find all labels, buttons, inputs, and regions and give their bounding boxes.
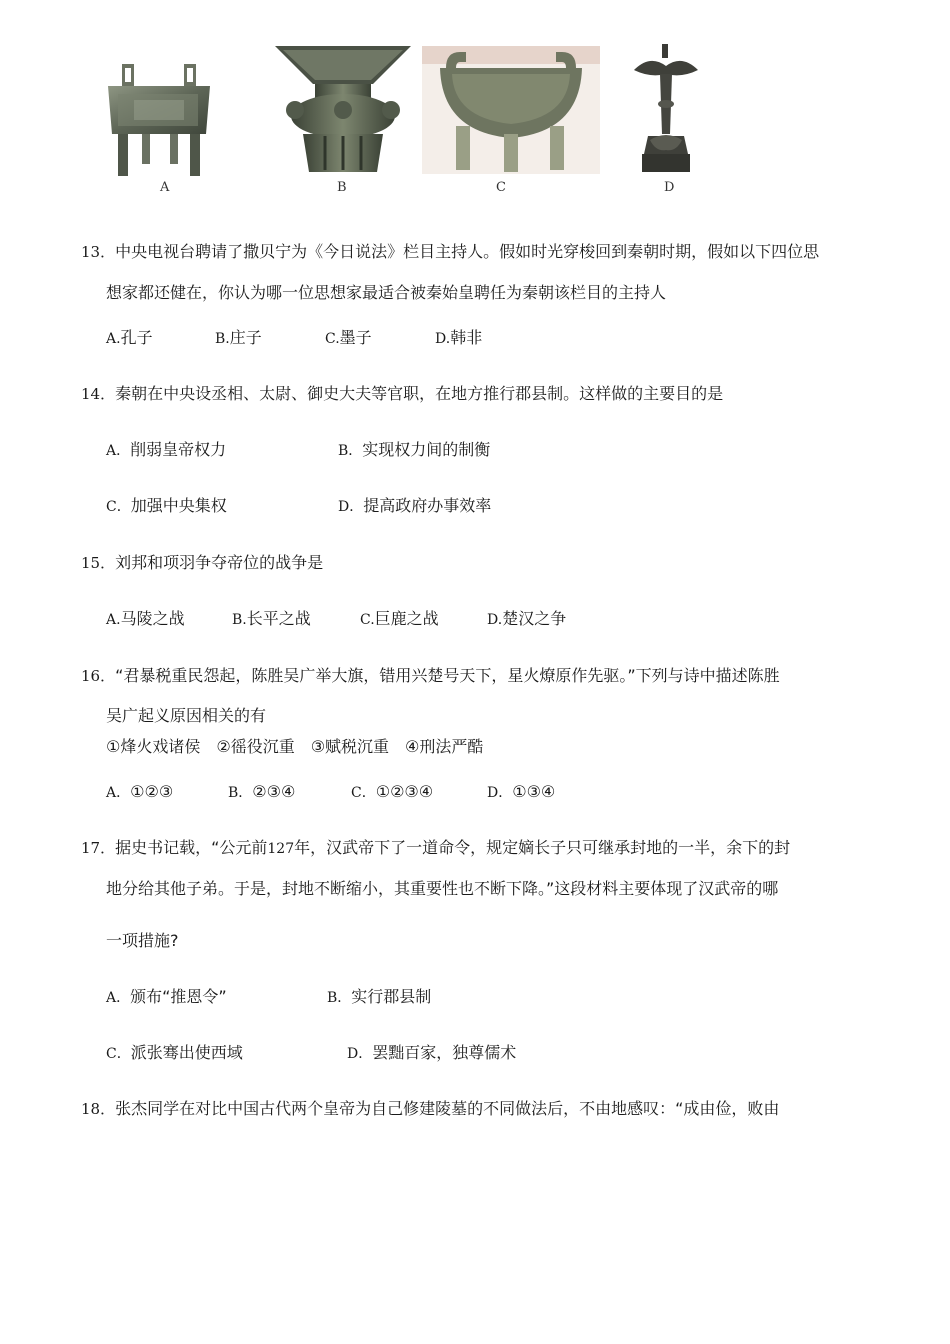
question-18-line-1 — [81, 1099, 779, 1119]
question-13-line-1 — [81, 242, 819, 262]
question-14-line-1 — [81, 384, 723, 404]
artifact-images — [0, 40, 950, 200]
q17-option-d[interactable]: D．罢黜百家，独尊儒术 — [347, 1043, 517, 1062]
question-17-text-1b: 年，汉武帝下了一道命令，规定嫡长子只可继承封地的一半，余下的封 — [294, 838, 791, 857]
question-17-year: 127 — [267, 841, 295, 857]
q17-option-b[interactable]: B．实行郡县制 — [327, 987, 432, 1006]
caption-a: A — [160, 180, 170, 195]
q17-option-c[interactable]: C．派张骞出使西域 — [106, 1043, 243, 1062]
question-15-text-1: 刘邦和项羽争夺帝位的战争是 — [115, 553, 324, 572]
q14-option-b[interactable]: B．实现权力间的制衡 — [338, 440, 491, 459]
question-13-number: 13． — [81, 243, 116, 261]
question-13-text-2: 想家都还健在，你认为哪一位思想家最适合被秦始皇聘任为秦朝该栏目的主持人 — [106, 283, 667, 302]
question-18-text-1: 张杰同学在对比中国古代两个皇帝为自己修建陵墓的不同做法后，不由地感叹：“成由俭，败由 — [115, 1099, 780, 1118]
question-14-text-1: 秦朝在中央设丞相、太尉、御史大夫等官职，在地方推行郡县制。这样做的主要目的是 — [115, 384, 724, 403]
q13-option-c[interactable]: C.墨子 — [325, 328, 372, 347]
q17-option-a[interactable]: A．颁布“推恩令” — [106, 987, 227, 1006]
q16-option-d[interactable]: D．①③④ — [487, 782, 556, 801]
q16-option-b[interactable]: B．②③④ — [228, 782, 296, 801]
round-ding-icon — [422, 46, 600, 174]
caption-d: D — [664, 180, 675, 195]
caption-c: C — [496, 180, 506, 195]
square-ding-icon — [104, 62, 214, 180]
question-17-number: 17． — [81, 839, 116, 857]
q16-option-c[interactable]: C．①②③④ — [351, 782, 434, 801]
q14-option-d[interactable]: D．提高政府办事效率 — [338, 496, 492, 515]
question-16-line-1 — [81, 666, 780, 686]
q15-option-a[interactable]: A.马陵之战 — [106, 609, 185, 628]
question-17-text-1a: 据史书记载，“公元前 — [115, 838, 268, 857]
q13-option-d[interactable]: D.韩非 — [435, 328, 483, 347]
q16-option-a[interactable]: A．①②③ — [106, 782, 174, 801]
question-13-text-1: 中央电视台聘请了撒贝宁为《今日说法》栏目主持人。假如时光穿梭回到秦朝时期，假如以下四位思 — [115, 242, 820, 261]
question-16-text-2: 吴广起义原因相关的有 — [106, 706, 267, 725]
question-17-line-1 — [81, 838, 790, 859]
q15-option-d[interactable]: D.楚汉之争 — [487, 609, 567, 628]
q14-option-c[interactable]: C．加强中央集权 — [106, 496, 227, 515]
question-15-number: 15． — [81, 554, 116, 572]
q15-option-b[interactable]: B.长平之战 — [232, 609, 311, 628]
question-17-text-2: 地分给其他子弟。于是，封地不断缩小，其重要性也不断下降。”这段材料主要体现了汉武帝的哪 — [106, 879, 779, 898]
question-14-number: 14． — [81, 385, 116, 403]
q13-option-a[interactable]: A.孔子 — [106, 328, 153, 347]
caption-b: B — [337, 180, 347, 195]
question-16-text-1: “君暴税重民怨起，陈胜吴广举大旗，错用兴楚号天下，星火燎原作先驱。”下列与诗中描述陈胜 — [115, 666, 780, 685]
question-15-line-1 — [81, 553, 323, 573]
lamp-stand-icon — [630, 44, 702, 176]
question-16-items: ①烽火戏诸侯 ②徭役沉重 ③赋税沉重 ④刑法严酷 — [106, 737, 484, 756]
q15-option-c[interactable]: C.巨鹿之战 — [360, 609, 439, 628]
question-17-text-3: 一项措施? — [106, 931, 179, 950]
q13-option-b[interactable]: B.庄子 — [215, 328, 262, 347]
question-16-number: 16． — [81, 667, 116, 685]
q14-option-a[interactable]: A．削弱皇帝权力 — [106, 440, 227, 459]
question-18-number: 18． — [81, 1100, 116, 1118]
zun-vessel-icon — [273, 44, 413, 176]
